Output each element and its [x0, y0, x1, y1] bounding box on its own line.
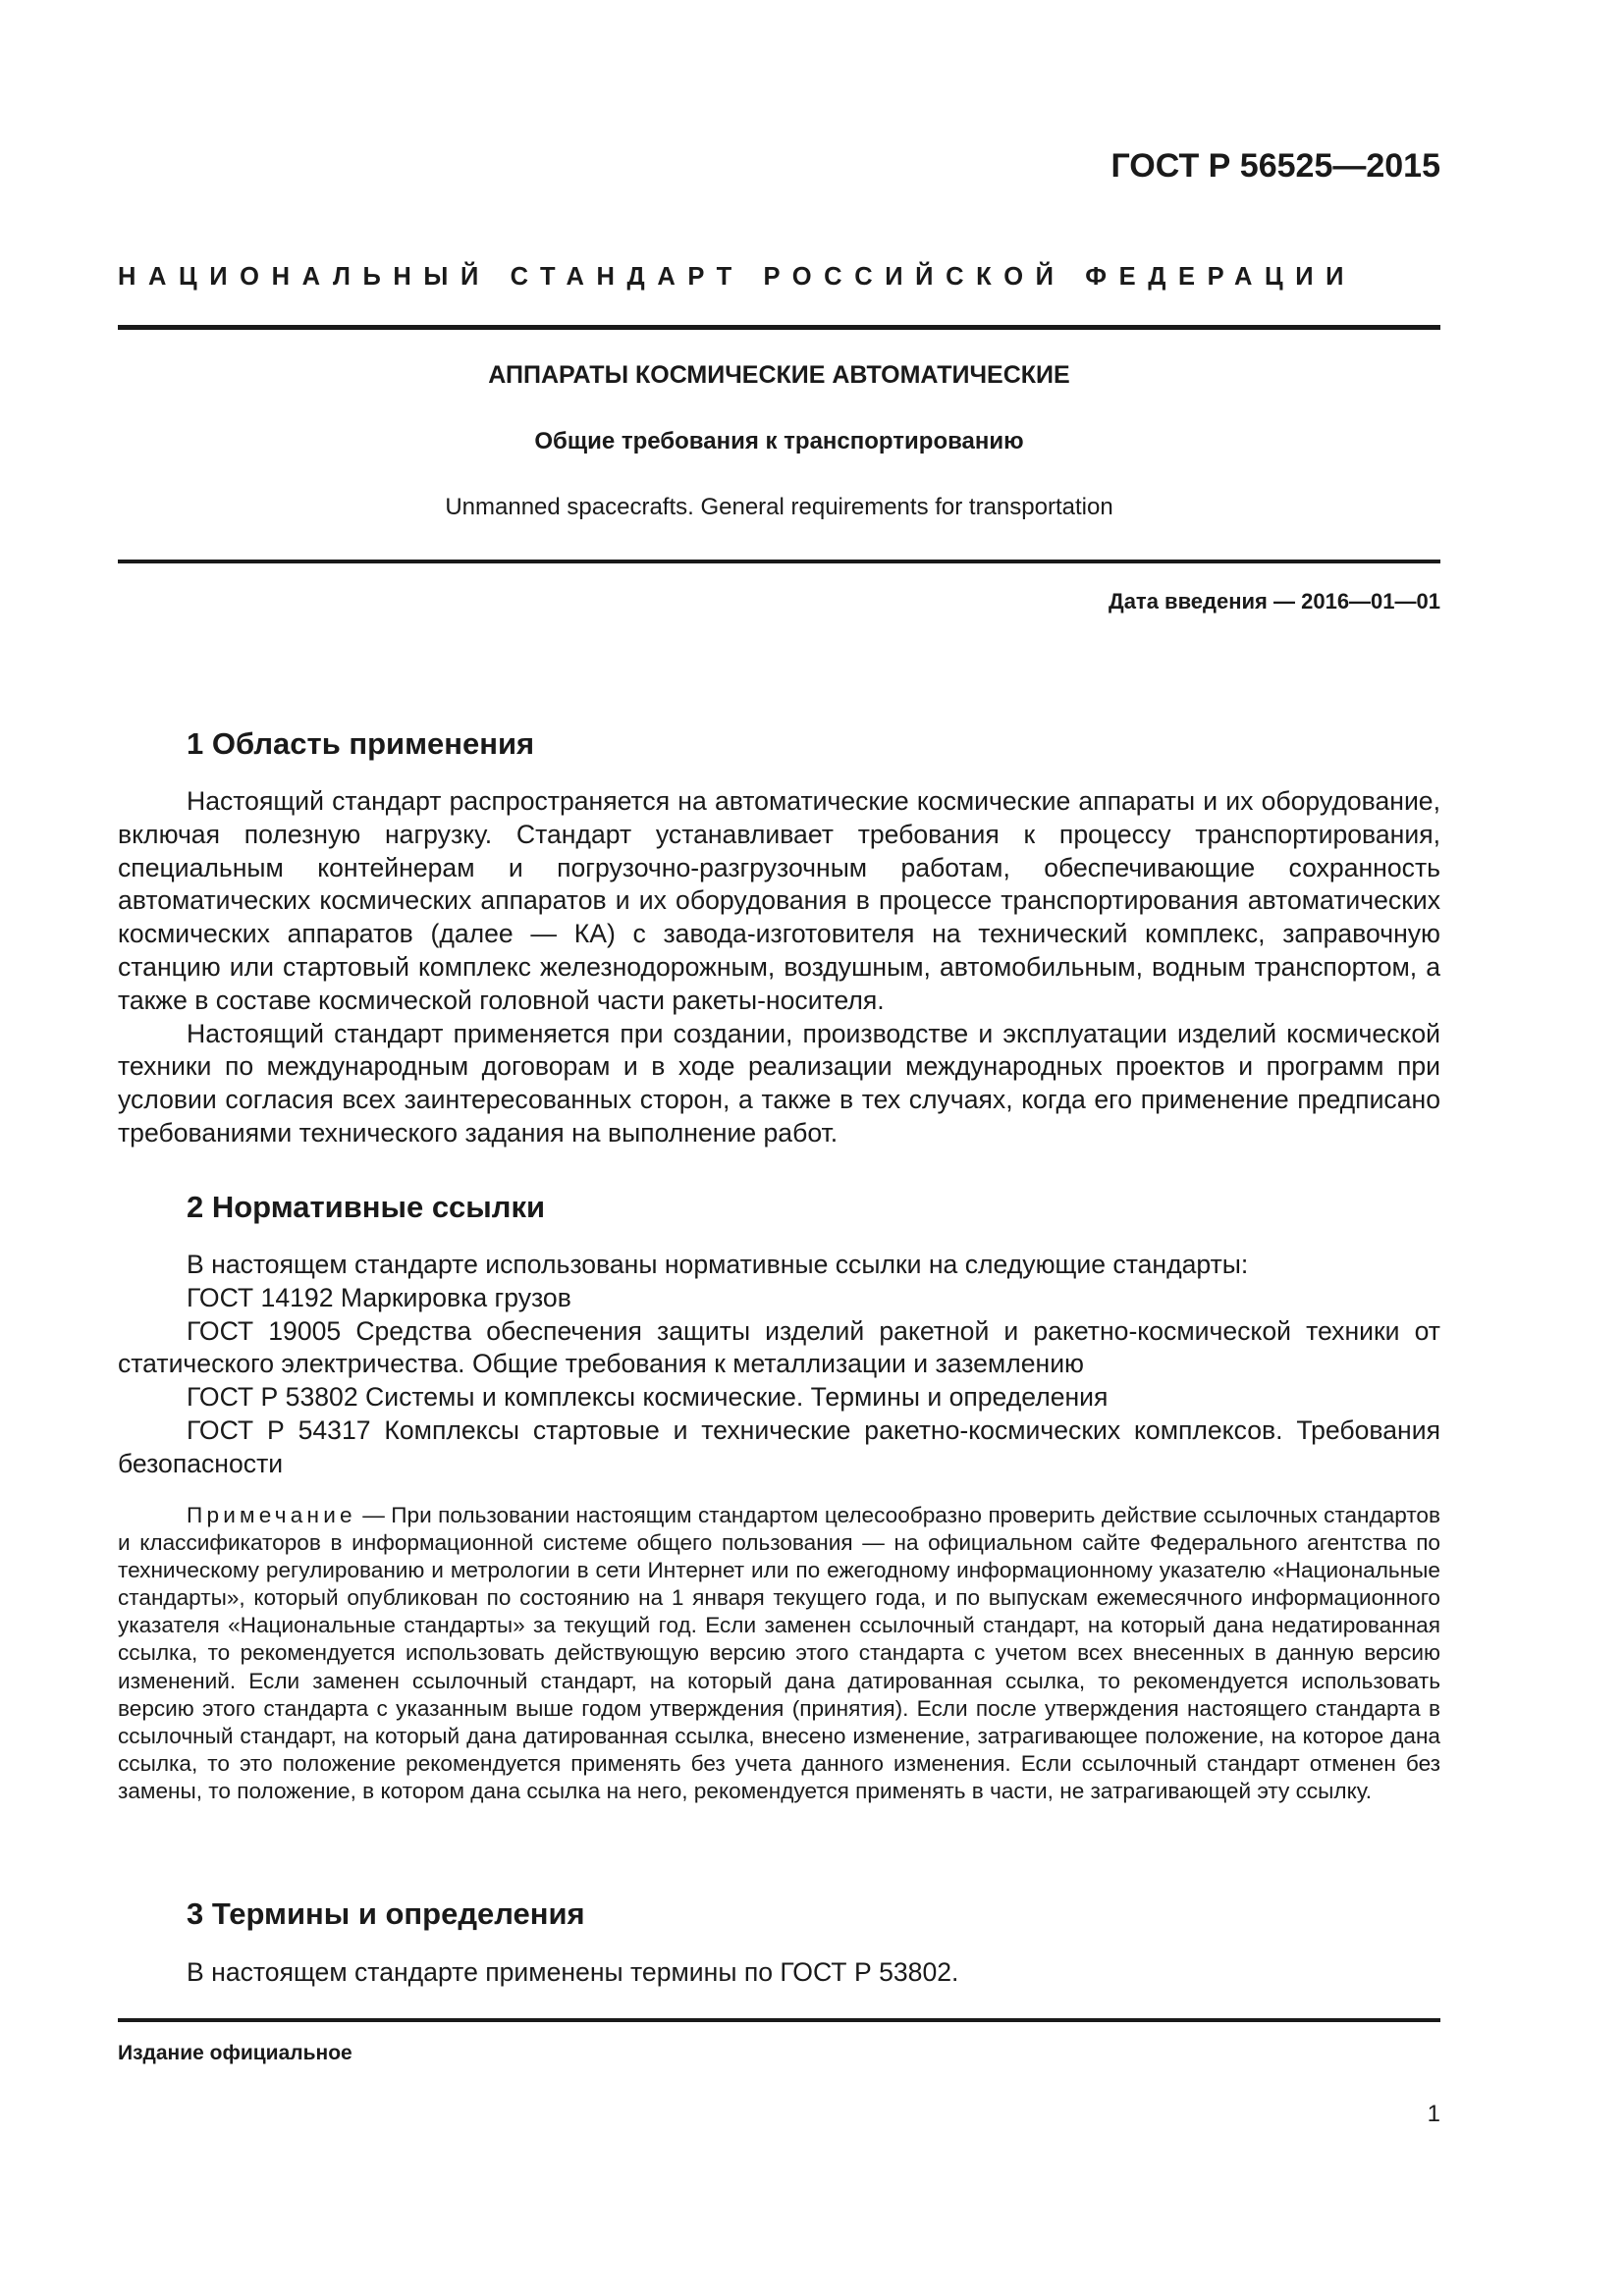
edition-label: Издание официальное — [118, 2042, 352, 2064]
reference-item: ГОСТ Р 54317 Комплексы стартовые и технические ракетно-космических комплексов. Требования безопасности — [118, 1415, 1440, 1478]
document-title: АППАРАТЫ КОСМИЧЕСКИЕ АВТОМАТИЧЕСКИЕ — [488, 361, 1070, 389]
section-1-body — [118, 785, 1440, 1150]
references-note — [118, 1502, 1440, 1805]
references-intro: В настоящем стандарте использованы нормативные ссылки на следующие стандарты: — [187, 1250, 1249, 1279]
reference-item: ГОСТ Р 53802 Системы и комплексы космические. Термины и определения — [187, 1382, 1109, 1413]
note-text: — При пользовании настоящим стандартом целесообразно проверить действие ссылочных стандартов и классификаторов в информационной системе общего пользования — на официальном сайте Федерального агентства по техническому регулированию и метрологии в сети Интернет или по ежегодному информационному указателю «Национальные стандарты», который опубликован по состоянию на 1 января текущего года, и по выпускам ежемесячного информационного указателя «Национальные стандарты» за текущий год. Если заменен ссылочный стандарт, на который дана недатированная ссылка, то рекомендуется использовать действующую версию этого стандарта с учетом всех внесенных в данную версию изменений. Если заменен ссылочный стандарт, на который дана датированная ссылка, то рекомендуется использовать версию этого стандарта с указанным выше годом утверждения (принятия). Если после утверждения настоящего стандарта в ссылочный стандарт, на который дана датированная ссылка, внесено изменение, затрагивающее положение, на которое дана ссылка, то это положение рекомендуется применять без учета данного изменения. Если ссылочный стандарт отменен без замены, то положение, в котором дана ссылка на него, рекомендуется применять в части, не затрагивающей эту ссылку. — [118, 1503, 1440, 1803]
section-3-paragraph: В настоящем стандарте применены термины по ГОСТ Р 53802. — [187, 1957, 959, 1987]
section-3-heading: 3 Термины и определения — [187, 1896, 585, 1931]
note-label: Примечание — [187, 1503, 356, 1527]
section-3-body — [118, 1956, 1440, 1990]
document-subtitle: Общие требования к транспортированию — [534, 428, 1024, 454]
section-1-paragraph-1: Настоящий стандарт распространяется на автоматические космические аппараты и их оборудование, включая полезную нагрузку. Стандарт устанавливает требования к процессу транспортирования, специальным контейнерам и погрузочно-разгрузочным работам, обеспечивающие сохранность автоматических космических аппаратов и их оборудования в процессе транспортирования автоматических космических аппаратов (далее — КА) с завода-изготовителя на технический комплекс, заправочную станцию или стартовый комплекс железнодорожным, воздушным, автомобильным, водным транспортом, а также в составе космической головной части ракеты-носителя. — [118, 786, 1440, 1015]
section-1-heading: 1 Область применения — [187, 726, 535, 761]
standard-number: ГОСТ Р 56525—2015 — [1110, 147, 1440, 185]
footer-divider — [118, 2018, 1440, 2022]
title-divider — [118, 560, 1440, 563]
top-divider — [118, 325, 1440, 330]
page-number: 1 — [1427, 2101, 1440, 2127]
national-standard-heading: НАЦИОНАЛЬНЫЙ СТАНДАРТ РОССИЙСКОЙ ФЕДЕРАЦИИ — [118, 263, 1357, 291]
section-2-heading: 2 Нормативные ссылки — [187, 1190, 546, 1224]
reference-item: ГОСТ 19005 Средства обеспечения защиты изделий ракетной и ракетно-космической техники от статического электричества. Общие требования к металлизации и заземлению — [118, 1315, 1440, 1379]
english-title: Unmanned spacecrafts. General requirements for transportation — [445, 494, 1113, 520]
introduction-date: Дата введения — 2016—01—01 — [1109, 589, 1440, 614]
reference-item: ГОСТ 14192 Маркировка грузов — [187, 1282, 571, 1312]
section-2-body — [118, 1249, 1440, 1481]
section-1-paragraph-2: Настоящий стандарт применяется при создании, производстве и эксплуатации изделий космической техники по международным договорам и в ходе реализации международных проектов и программ при условии согласия всех заинтересованных сторон, а также в тех случаях, когда его применение предписано требованиями технического задания на выполнение работ. — [118, 1018, 1440, 1148]
